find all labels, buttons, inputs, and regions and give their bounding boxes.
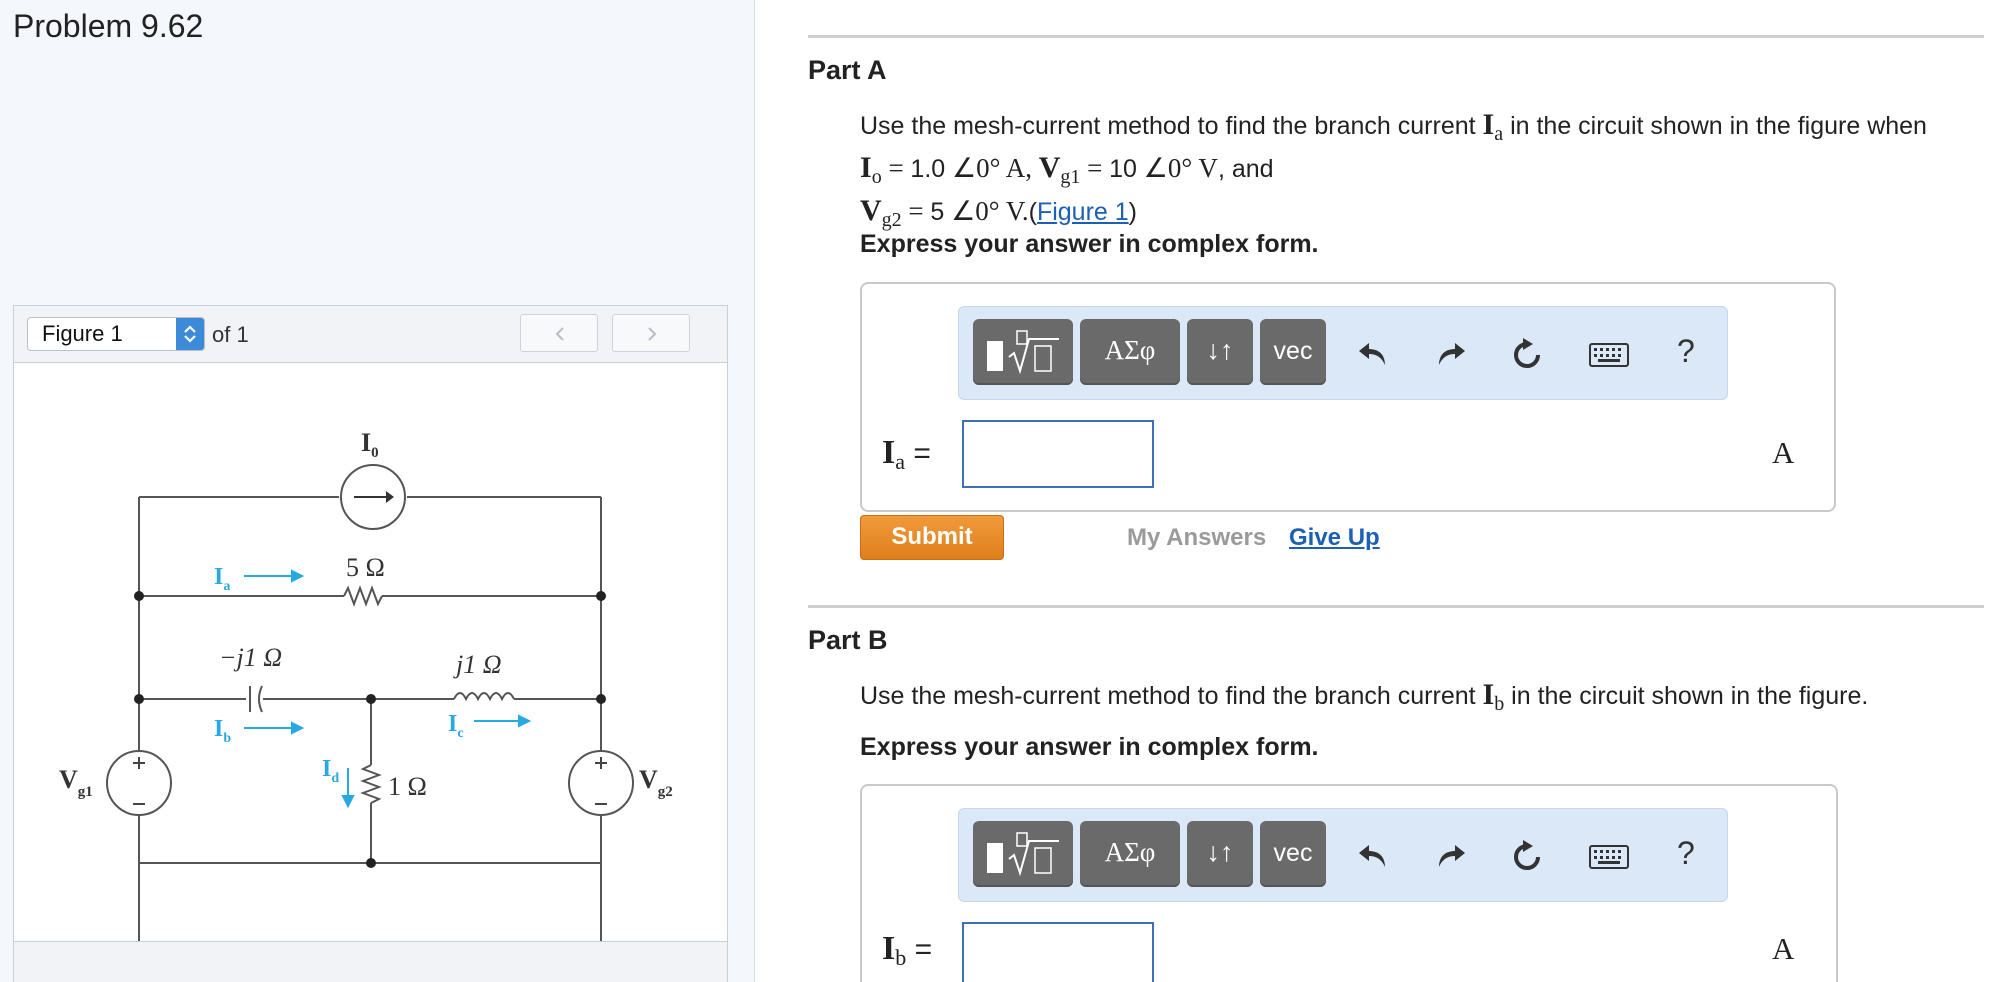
math-toolbar [958, 306, 1728, 400]
part-a-answer-input[interactable] [962, 420, 1154, 488]
part-b-divider [808, 605, 1984, 608]
svg-text:Ic [448, 711, 464, 741]
label-vg1-sub: g1 [77, 784, 93, 800]
previous-figure-button[interactable] [520, 314, 598, 352]
question-var-sub: b [1494, 693, 1505, 715]
reset-icon[interactable] [1509, 839, 1545, 875]
svg-text:Ia [214, 564, 230, 594]
svg-text:Vg2 [639, 765, 673, 800]
figure-panel [13, 305, 728, 982]
phasor-text: ∠0° V. [944, 196, 1029, 226]
figure-count: of 1 [212, 322, 249, 347]
given-value: 5 [930, 198, 945, 226]
part-a-answer-label [882, 434, 931, 475]
svg-text:Vg1 [59, 765, 93, 800]
redo-icon[interactable] [1433, 337, 1467, 371]
give-up-link[interactable]: Give Up [1289, 524, 1380, 551]
vector-label: vec [1273, 337, 1313, 365]
part-b-unit: A [1772, 931, 1795, 966]
phasor-text: ∠0° A, [945, 153, 1039, 183]
keyboard-icon[interactable] [1589, 845, 1629, 869]
right-pane [756, 0, 2010, 982]
paren: ( [1028, 198, 1037, 226]
phasor-text: ∠0° V [1136, 153, 1218, 183]
reset-icon[interactable] [1509, 337, 1545, 373]
label-vg2: V [639, 765, 658, 794]
given-var-sub: g2 [881, 209, 902, 231]
answer-equals: = [905, 437, 931, 470]
equals: = [881, 153, 911, 183]
undo-icon[interactable] [1357, 839, 1391, 873]
answer-equals: = [906, 933, 933, 966]
equals: = [1080, 153, 1110, 183]
label-io: I [361, 428, 372, 457]
answer-var-sub: a [895, 449, 905, 474]
paren: ) [1128, 198, 1137, 226]
part-b-answer-input[interactable] [962, 922, 1154, 982]
part-a-question-line-2 [860, 151, 1927, 194]
question-text: Use the mesh-current method to find the branch current [860, 112, 1483, 140]
given-var-sub: o [871, 166, 882, 188]
undo-icon[interactable] [1357, 337, 1391, 371]
part-a-heading: Part A [808, 55, 887, 85]
arrows-label: ↓↑ [1206, 837, 1234, 867]
next-figure-button[interactable] [612, 314, 690, 352]
svg-text:Ib [214, 716, 231, 746]
label-vg2-sub: g2 [657, 784, 673, 800]
part-a-divider [808, 35, 1984, 38]
chevron-left-icon [554, 326, 566, 342]
part-b-heading: Part B [808, 625, 888, 655]
given-var: I [860, 151, 872, 184]
svg-text:Id [322, 756, 339, 786]
part-b-instruction: Express your answer in complex form. [860, 733, 1319, 761]
label-ic: I [448, 711, 458, 737]
label-r1: 1 Ω [388, 772, 427, 801]
question-text: in the circuit shown in the figure when [1503, 112, 1927, 140]
vector-button[interactable] [1260, 821, 1326, 887]
circuit-diagram [14, 363, 727, 941]
part-a-instruction: Express your answer in complex form. [860, 230, 1319, 258]
label-vg1: V [59, 765, 78, 794]
figure-footer [14, 941, 727, 982]
greek-symbols-label: ΑΣφ [1104, 335, 1156, 365]
figure-toolbar [14, 306, 727, 363]
label-ia: I [214, 564, 224, 590]
figure-canvas [14, 363, 727, 941]
figure-select[interactable] [27, 317, 205, 351]
keyboard-icon[interactable] [1589, 343, 1629, 367]
select-arrows-icon[interactable] [176, 318, 204, 350]
part-a-answer-box [860, 282, 1836, 512]
chevron-right-icon [646, 326, 658, 342]
question-text: , and [1217, 155, 1274, 183]
templates-icon [973, 821, 1073, 887]
greek-symbols-button[interactable] [1080, 821, 1180, 887]
help-icon[interactable]: ? [1677, 333, 1695, 369]
left-pane [0, 0, 755, 982]
given-value: 10 [1109, 155, 1137, 183]
math-toolbar [958, 808, 1728, 902]
greek-symbols-button[interactable] [1080, 319, 1180, 385]
part-b-answer-box [860, 784, 1838, 982]
part-b-question [860, 678, 1868, 721]
given-var: V [860, 194, 882, 227]
templates-button[interactable] [973, 821, 1073, 887]
svg-text:I0 [361, 428, 379, 461]
label-ib-sub: b [223, 731, 232, 746]
part-a-unit: A [1772, 435, 1795, 470]
help-icon[interactable]: ? [1677, 835, 1695, 871]
figure-select-value: Figure 1 [42, 321, 123, 346]
vector-button[interactable] [1260, 319, 1326, 385]
label-cap: −j1 Ω [219, 643, 283, 672]
answer-var: I [882, 434, 896, 471]
part-a-question [860, 108, 1927, 237]
figure-1-link[interactable]: Figure 1 [1036, 198, 1129, 226]
my-answers-link[interactable]: My Answers [1127, 524, 1267, 551]
given-var: V [1038, 151, 1061, 184]
label-r5: 5 Ω [346, 553, 385, 582]
redo-icon[interactable] [1433, 839, 1467, 873]
answer-var-sub: b [895, 945, 907, 970]
label-io-sub: 0 [371, 445, 379, 461]
question-text: Use the mesh-current method to find the branch current [860, 682, 1483, 710]
vector-label: vec [1273, 839, 1313, 867]
given-var-sub: g1 [1060, 166, 1081, 188]
question-var: I [1482, 108, 1495, 141]
greek-symbols-label: ΑΣφ [1104, 837, 1156, 867]
label-ic-sub: c [457, 726, 464, 741]
equals: = [901, 196, 931, 226]
label-ind: j1 Ω [456, 650, 502, 679]
part-b-answer-label [882, 930, 932, 971]
arrows-label: ↓↑ [1206, 335, 1234, 365]
submit-button[interactable]: Submit [860, 515, 1004, 560]
label-id-sub: d [331, 771, 340, 786]
label-ia-sub: a [223, 579, 231, 594]
question-text: in the circuit shown in the figure. [1504, 682, 1869, 710]
templates-icon [973, 319, 1073, 385]
label-id: I [322, 756, 332, 782]
question-var-sub: a [1494, 123, 1504, 145]
given-value: 1.0 [910, 155, 946, 183]
question-var: I [1482, 678, 1495, 711]
arrows-button[interactable] [1187, 821, 1253, 887]
answer-var: I [882, 930, 896, 967]
problem-title: Problem 9.62 [13, 8, 204, 44]
label-ib: I [214, 716, 224, 742]
templates-button[interactable] [973, 319, 1073, 385]
arrows-button[interactable] [1187, 319, 1253, 385]
part-a-question-line-1 [860, 108, 1927, 151]
